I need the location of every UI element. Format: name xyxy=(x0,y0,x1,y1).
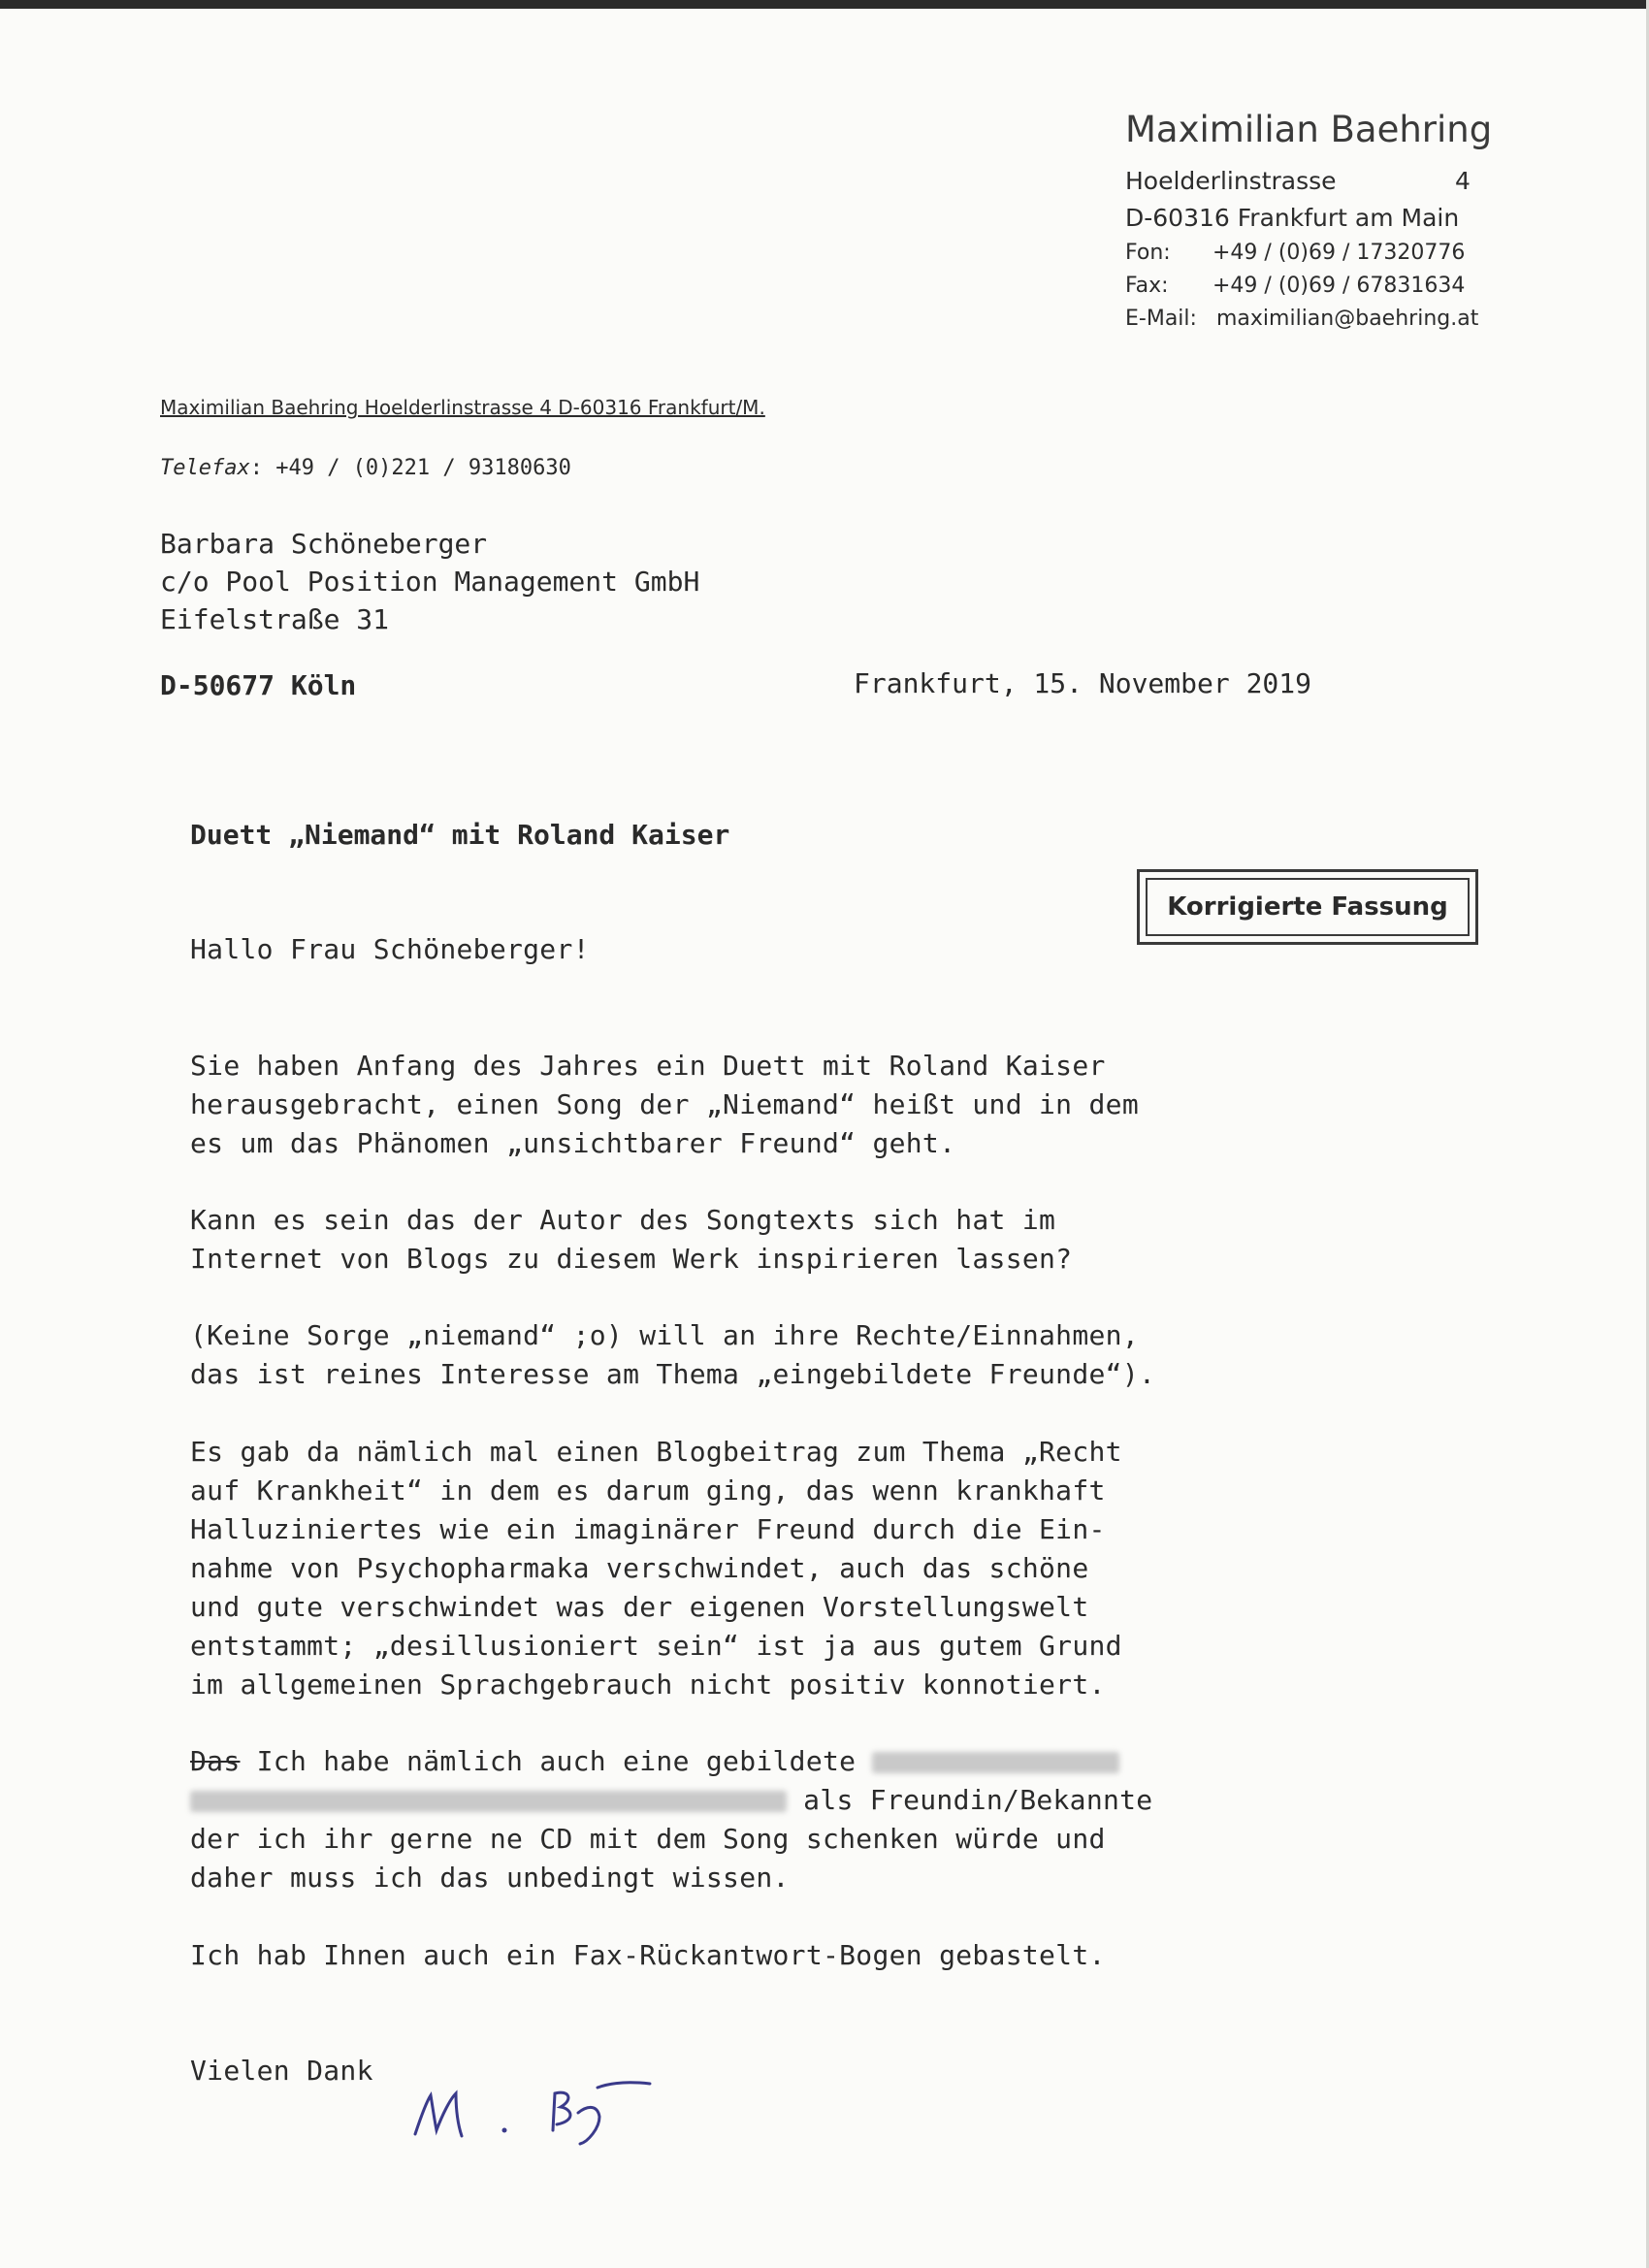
body-line: daher muss ich das unbedingt wissen. xyxy=(190,1862,790,1894)
letterhead-house-number: 4 xyxy=(1455,167,1471,195)
recipient-name: Barbara Schöneberger xyxy=(160,528,488,560)
body-line: nahme von Psychopharmaka verschwindet, auch das schöne xyxy=(190,1552,1089,1584)
corrected-version-stamp xyxy=(1137,869,1478,945)
body-line: Internet von Blogs zu diesem Werk inspirieren lassen? xyxy=(190,1243,1073,1275)
recipient-street: Eifelstraße 31 xyxy=(160,603,390,635)
letterhead-name: Maximilian Baehring xyxy=(1125,109,1493,150)
body-line-text: als Freundin/Bekannte xyxy=(787,1784,1153,1816)
letterhead-city: D-60316 Frankfurt am Main xyxy=(1125,204,1460,232)
body-line: Ich hab Ihnen auch ein Fax-Rückantwort-Bogen gebastelt. xyxy=(190,1939,1106,1971)
telefax-number: : +49 / (0)221 / 93180630 xyxy=(249,456,571,480)
telefax-label: Telefax xyxy=(160,456,250,480)
stamp-label: Korrigierte Fassung xyxy=(1146,878,1470,936)
fon-number: +49 / (0)69 / 17320776 xyxy=(1212,241,1466,265)
body-line: Kann es sein das der Autor des Songtexts sich hat im xyxy=(190,1204,1056,1236)
body-line: Sie haben Anfang des Jahres ein Duett mit Roland Kaiser xyxy=(190,1050,1106,1082)
redacted-text xyxy=(872,1752,1119,1773)
greeting: Hallo Frau Schöneberger! xyxy=(190,933,590,965)
body-line: im allgemeinen Sprachgebrauch nicht positiv konnotiert. xyxy=(190,1669,1106,1701)
body-line: und gute verschwindet was der eigenen Vorstellungswelt xyxy=(190,1591,1089,1623)
body-line: es um das Phänomen „unsichtbarer Freund“ geht. xyxy=(190,1127,956,1159)
letter-date: Frankfurt, 15. November 2019 xyxy=(854,667,1312,699)
fon-label: Fon: xyxy=(1125,241,1171,265)
body-line: Es gab da nämlich mal einen Blogbeitrag zum Thema „Recht xyxy=(190,1436,1122,1468)
fax-label: Fax: xyxy=(1125,274,1169,298)
email-address: maximilian@baehring.at xyxy=(1216,307,1479,331)
struck-word: Das xyxy=(190,1745,241,1777)
telefax-line xyxy=(160,456,571,480)
body-line xyxy=(190,1745,1119,1777)
letterhead-street: Hoelderlinstrasse xyxy=(1125,167,1337,195)
body-line: der ich ihr gerne ne CD mit dem Song schenken würde und xyxy=(190,1823,1106,1855)
email-label: E-Mail: xyxy=(1125,307,1197,331)
closing: Vielen Dank xyxy=(190,2055,373,2087)
body-line: auf Krankheit“ in dem es darum ging, das wenn krankhaft xyxy=(190,1474,1106,1507)
body-line xyxy=(190,1784,1152,1816)
recipient-city: D-50677 Köln xyxy=(160,669,357,701)
body-line: Halluziniertes wie ein imaginärer Freund durch die Ein- xyxy=(190,1513,1106,1545)
body-line: das ist reines Interesse am Thema „eingebildete Freunde“). xyxy=(190,1358,1156,1390)
handwritten-signature xyxy=(407,2066,689,2154)
body-line: (Keine Sorge „niemand“ ;o) will an ihre Rechte/Einnahmen, xyxy=(190,1319,1139,1351)
body-line-text: Ich habe nämlich auch eine gebildete xyxy=(240,1745,857,1777)
sender-return-line: Maximilian Baehring Hoelderlinstrasse 4 D-60316 Frankfurt/M. xyxy=(160,396,765,419)
letter-subject: Duett „Niemand“ mit Roland Kaiser xyxy=(190,819,730,851)
redacted-text xyxy=(190,1791,787,1812)
recipient-company: c/o Pool Position Management GmbH xyxy=(160,566,700,598)
scan-top-border xyxy=(0,0,1649,9)
fax-number: +49 / (0)69 / 67831634 xyxy=(1212,274,1466,298)
body-line: entstammt; „desillusioniert sein“ ist ja aus gutem Grund xyxy=(190,1630,1122,1662)
body-line: herausgebracht, einen Song der „Niemand“ heißt und in dem xyxy=(190,1088,1139,1120)
